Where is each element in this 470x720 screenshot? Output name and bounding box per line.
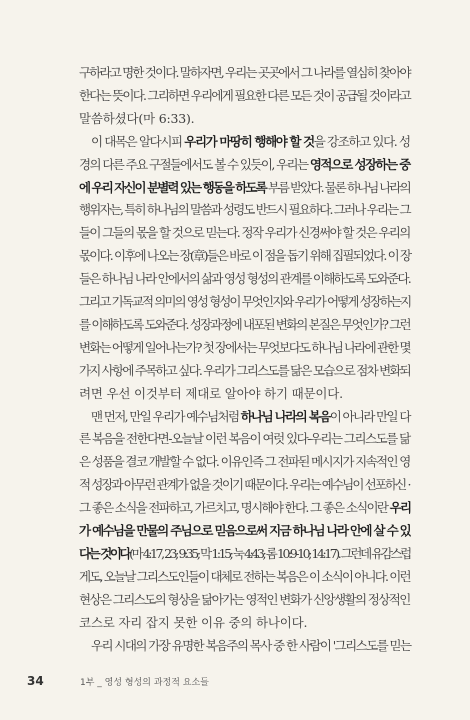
- text-line: [79, 522, 410, 539]
- emphasis-text: 영적으로 성장하는 중: [309, 156, 410, 172]
- text-line: [91, 637, 410, 654]
- text-run: 을 강조하고 있다. 성: [313, 133, 410, 149]
- text-line: [79, 453, 410, 470]
- text-line: [79, 316, 410, 333]
- text-line: [79, 362, 410, 379]
- text-run: 그리고 기독교적 의미의 영성 형성이 무엇인지와 우리가 어떻게 성장하는지: [79, 294, 411, 309]
- text-run: 들은 하나님 나라 안에서의 삶과 영성 형성의 관계를 이해하도록 도와준다.: [79, 271, 410, 287]
- text-run: 경의 다른 주요 구절들에서도 볼 수 있듯이, 우리는: [79, 156, 310, 172]
- text-line: [79, 179, 410, 196]
- text-run: 른 복음을 전한다면-오늘날 이런 복음이 여럿 있다-우리는 그리스도를 닮: [79, 431, 410, 447]
- text-line: [79, 499, 410, 516]
- text-line: [79, 385, 410, 402]
- text-run: 코스로 자리 잡지 못한 이유 중의 하나이다.: [79, 614, 308, 630]
- text-run: 맨 먼저, 만일 우리가 예수님처럼: [91, 408, 241, 424]
- text-run: 현상은 그리스도의 형상을 닮아가는 영적인 변화가 신앙생활의 정상적인: [79, 591, 410, 607]
- text-run: 이 아니라 만일 다: [329, 408, 410, 424]
- text-line: [79, 201, 410, 218]
- text-line: [79, 293, 410, 310]
- text-line: [79, 339, 410, 356]
- text-run: 말씀하셨다(마 6:33).: [79, 110, 195, 126]
- text-line: [79, 224, 410, 241]
- text-line: [79, 87, 410, 104]
- emphasis-text: 가 예수님을 만물의 주님으로 믿음으로써 지금 하나님 나라 안에 살 수 있: [79, 523, 411, 538]
- text-run: 가지 사항에 주목하고 싶다. 우리가 그리스도를 닮은 모습으로 점차 변화되: [79, 362, 410, 378]
- text-run: 려면 우선 이것부터 제대로 알아야 하기 때문이다.: [79, 385, 343, 401]
- text-line: [79, 568, 410, 585]
- page-number: 34: [27, 674, 44, 688]
- text-run: 행위자는, 특히 하나님의 말씀과 성령도 반드시 필요하다. 그러나 우리는 그: [79, 202, 410, 218]
- text-line: [79, 545, 410, 562]
- text-line: [79, 614, 410, 631]
- text-run: 적 성장과 아무런 관계가 없을 것이기 때문이다. 우리는 예수님이 선포하신 ·: [79, 477, 410, 493]
- text-run: 몫이다. 이후에 나오는 장(章)들은 바로 이 점을 돕기 위해 집필되었다. 이 장: [79, 248, 411, 264]
- emphasis-text: 우리가 마땅히 행해야 할 것: [184, 133, 314, 149]
- text-run: 변화는 어떻게 일어나는가? 첫 장에서는 무엇보다도 하나님 나라에 관한 몇: [79, 339, 410, 355]
- text-line: [79, 64, 410, 81]
- text-run: (마 4:17, 23; 9:35; 막 1:15; 눅 4:43; 롬 10:9-10; 14:17). 그런데 유감스럽: [129, 545, 410, 561]
- running-title: 1부 _ 영성 형성의 과정적 요소들: [80, 678, 209, 688]
- text-line: [79, 476, 410, 493]
- emphasis-text: 우리: [389, 500, 411, 516]
- text-run: 이 대목은 알다시피: [91, 133, 185, 149]
- text-run: 그 좋은 소식을 전파하고, 가르치고, 명시해야 한다. 그 좋은 소식이란: [79, 500, 390, 516]
- text-run: 은 성품을 결코 개발할 수 없다. 이유인즉 그 전파된 메시지가 지속적인 영: [79, 454, 410, 470]
- text-line: [79, 430, 410, 447]
- text-run: 게도, 오늘날 그리스도인들이 대체로 전하는 복음은 이 소식이 아니다. 이런: [79, 568, 410, 584]
- text-line: [79, 110, 410, 127]
- text-run: 우리 시대의 가장 유명한 복음주의 목사 중 한 사람이 '그리스도를 믿는: [91, 637, 411, 653]
- text-line: [91, 133, 410, 150]
- text-line: [79, 591, 410, 608]
- text-line: [79, 270, 410, 287]
- text-run: 한다는 뜻이다. 그리하면 우리에게 필요한 다른 모든 것이 공급될 것이라고: [79, 87, 410, 103]
- emphasis-text: 에 우리 자신이 분별력 있는 행동을 하도록: [79, 179, 266, 195]
- page-footer: [0, 674, 470, 694]
- text-line: [91, 408, 410, 425]
- emphasis-text: 하나님 나라의 복음: [240, 408, 330, 424]
- text-run: 를 이해하도록 도와준다. 성장과정에 내포된 변화의 본질은 무엇인가? 그런: [79, 316, 410, 332]
- text-run: 들이 그들의 몫을 할 것으로 믿는다. 정작 우리가 신경써야 할 것은 우리의: [79, 225, 410, 241]
- emphasis-text: 다는 것이다: [79, 545, 130, 561]
- text-line: [79, 247, 410, 264]
- text-run: 부름 받았다. 물론 하나님 나라의: [265, 179, 410, 195]
- text-run: 구하라고 명한 것이다. 말하자면, 우리는 곳곳에서 그 나라를 열심히 찾아야: [79, 65, 410, 80]
- text-line: [79, 156, 410, 173]
